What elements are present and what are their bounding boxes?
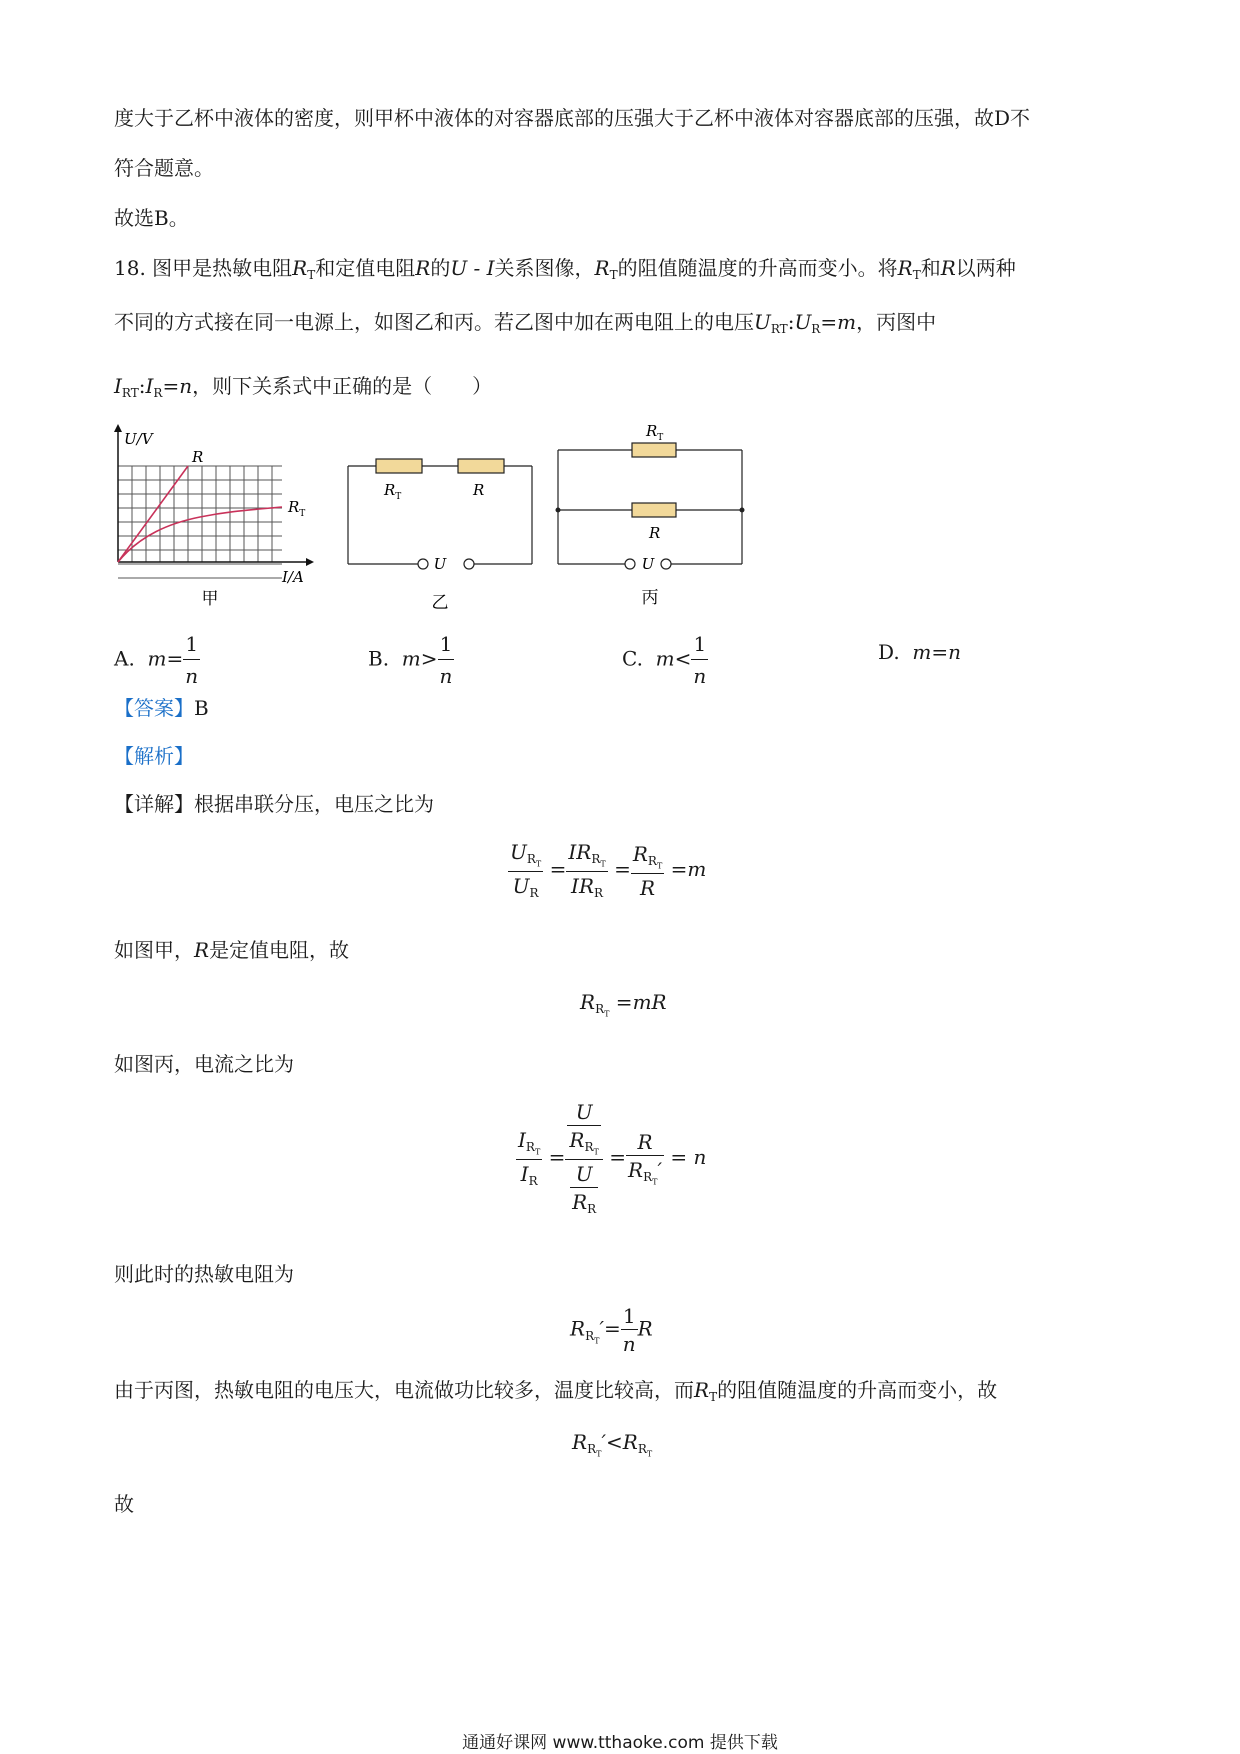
label-r: R [473, 481, 485, 499]
question-line-2: 不同的方式接在同一电源上，如图乙和丙。若乙图中加在两电阻上的电压$U_{RT}:U_R=m$，丙图中 [114, 310, 937, 336]
q-text: ，则下关系式中正确的是（ ） [192, 374, 493, 398]
q-text: 不同的方式接在同一电源上，如图乙和丙。若乙图中加在两电阻上的电压 [114, 310, 754, 334]
detail-line-6: 故 [114, 1492, 134, 1516]
option-b[interactable]: B. m> $\frac{1}{n}$ [368, 632, 453, 688]
detail-tag: 【详解】 [114, 792, 194, 816]
q-text: 和定值电阻 [315, 256, 416, 280]
q-text: 和 [920, 256, 941, 280]
x-axis-label: I/A [282, 568, 304, 586]
detail-text: 如图甲， [114, 938, 194, 962]
figure-yi-caption: 乙 [431, 593, 449, 613]
q-text: 的 [430, 256, 451, 280]
terminal-right [464, 559, 474, 569]
detail-line-1 [114, 794, 434, 814]
terminal-left [625, 559, 635, 569]
figure-bing-caption: 丙 [641, 588, 659, 608]
equation-rrt: $R_{R_T} =mR$ [580, 990, 667, 1019]
label-rt: $R_T$ [646, 422, 664, 443]
option-d[interactable]: D. m=n [878, 640, 962, 664]
q-text: 18. 图甲是热敏电阻 [114, 256, 293, 280]
q-text: 以两种 [955, 256, 1016, 280]
label-rt: $R_T$ [384, 481, 402, 502]
label-u: U [641, 555, 655, 573]
resistor-r [632, 503, 676, 517]
question-line-1: 18. 图甲是热敏电阻$R_T$和定值电阻R的U - I关系图像，$R_T$的阻值随温度的升高而变小。将$R_T$和R以两种 [114, 256, 1016, 282]
answer-line [114, 698, 209, 718]
equation-current-ratio: $\frac{I_{R_T}}{I_R}$ = $\frac{\frac{U}{R_{R_T}}}{\frac{U}{R_R}}$ = $\frac{R}{R_{R_T}'}$ = n [518, 1100, 707, 1217]
q-text: ，丙图中 [856, 310, 937, 334]
text-line-1: 度大于乙杯中液体的密度，则甲杯中液体的对容器底部的压强大于乙杯中液体对容器底部的压强，故D不 [114, 106, 1031, 130]
text-line-2: 符合题意。 [114, 156, 214, 180]
question-line-3: $I_{RT}:I_R=n$，则下关系式中正确的是（ ） [114, 374, 493, 400]
detail-text: 的阻值随温度的升高而变小，故 [717, 1378, 998, 1402]
detail-line-3: 如图丙，电流之比为 [114, 1052, 294, 1076]
figure-yi-circuit [340, 440, 540, 616]
answer-tag: 【答案】 [114, 696, 194, 720]
q-text: 的阻值随温度的升高而变小。将 [617, 256, 898, 280]
curve-rt [118, 507, 282, 562]
detail-text: 根据串联分压，电压之比为 [194, 792, 434, 816]
terminal-right [661, 559, 671, 569]
detail-line-4: 则此时的热敏电阻为 [114, 1262, 294, 1286]
analysis-tag: 【解析】 [114, 744, 194, 768]
text-line-3: 故选B。 [114, 206, 189, 230]
option-c[interactable]: C. m< $\frac{1}{n}$ [622, 632, 707, 688]
label-u: U [433, 555, 447, 573]
curve-r-label: R [192, 448, 204, 466]
equation-voltage-ratio: $\frac{U_{R_T}}{U_R}$ = $\frac{IR_{R_T}}{IR_R}$ = $\frac{R_{R_T}}{R}$ =m [510, 840, 707, 901]
answer-value: B [194, 696, 209, 720]
resistor-rt [376, 459, 422, 473]
resistor-rt [632, 443, 676, 457]
figure-bing-circuit [550, 418, 750, 616]
option-a[interactable]: A. m= $\frac{1}{n}$ [114, 632, 199, 688]
page-footer: 通通好课网 www.tthaoke.com 提供下载 [462, 1733, 778, 1753]
detail-line-2: 如图甲，R是定值电阻，故 [114, 938, 350, 962]
equation-rrt-prime: $R_{R_T}'=$ $\frac{1}{n}$ R [570, 1304, 653, 1356]
resistor-r [458, 459, 504, 473]
figure-jia-graph [110, 420, 320, 610]
q-text: 关系图像， [494, 256, 595, 280]
detail-line-5: 由于丙图，热敏电阻的电压大，电流做功比较多，温度比较高，而$R_T$的阻值随温度的升高而变小，故 [114, 1378, 998, 1404]
terminal-left [418, 559, 428, 569]
curve-rt-label: $R_T$ [288, 498, 306, 519]
equation-inequality: $R_{R_T}'<R_{R_T}$ [572, 1430, 653, 1459]
label-r: R [649, 524, 661, 542]
figure-jia-caption: 甲 [201, 589, 219, 609]
detail-text: 是定值电阻，故 [209, 938, 350, 962]
detail-text: 由于丙图，热敏电阻的电压大，电流做功比较多，温度比较高，而 [114, 1378, 694, 1402]
y-axis-label: U/V [124, 430, 153, 448]
